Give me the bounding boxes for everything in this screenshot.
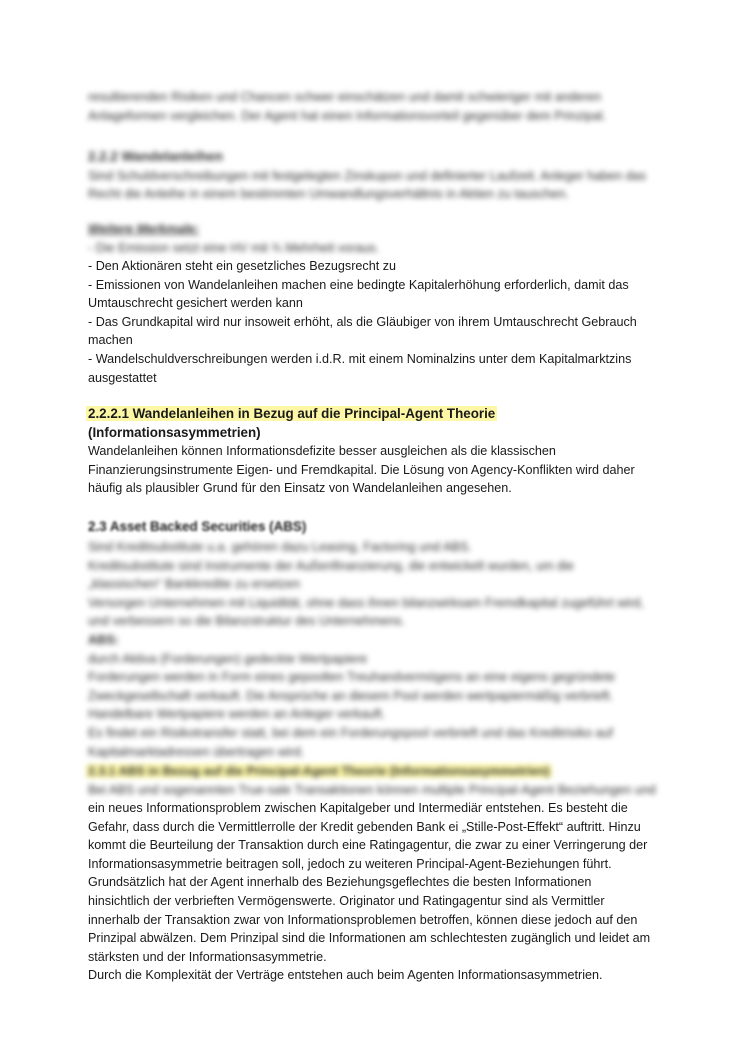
text-line: „klassischen“ Bankkredite zu ersetzen	[88, 577, 301, 592]
abs-pa-body	[88, 799, 668, 985]
text-line: innerhalb der Transaktion zwar von Informationsproblemen betroffen, können diese jedoch auf den	[88, 912, 638, 927]
text-line: Gefahr, dass durch die Vermittlerrolle der Kredit gebenden Bank ei „Stille-Post-Effekt“ auftritt. Hinzu	[88, 819, 641, 834]
text-line: Finanzierungsinstrumente Eigen- und Fremdkapital. Die Lösung von Agency-Konflikten wird daher	[88, 462, 635, 477]
merkmale-label: Weitere Merkmale:	[88, 222, 200, 236]
bullet-line: Umtauschrecht gesichert werden kann	[88, 296, 303, 311]
wandelanleihen-bullets	[88, 257, 668, 387]
abs-heading-block	[88, 518, 668, 537]
text-line: hinsichtlich der verbrieften Vermögenswerte. Originator und Ratingagentur sind als Vermittler	[88, 893, 605, 908]
text-line: häufig als plausibler Grund für den Einsatz von Wandelanleihen angesehen.	[88, 481, 512, 496]
text-line: Anlageformen vergleichen. Der Agent hat einen Informationsvorteil gegenüber dem Prinzipal.	[88, 108, 607, 123]
text-line: durch Aktiva (Forderungen) gedeckte Wertpapiere	[88, 651, 368, 666]
bullet-line: ausgestattet	[88, 370, 157, 385]
abs-blurred-body	[88, 538, 668, 761]
text-line: Wandelanleihen können Informationsdefizite besser ausgleichen als die klassischen	[88, 444, 556, 459]
bullet-line: machen	[88, 333, 133, 348]
text-line: Kapitalmarktadressen übertragen wird.	[88, 744, 305, 759]
text-line: Es findet ein Risikotransfer statt, bei dem ein Forderungspool verbrieft und das Kreditrisiko auf	[88, 725, 614, 740]
text-line: Bei ABS und sogenannten True-sale Transaktionen können multiple Principal-Agent Beziehungen und	[88, 782, 656, 797]
section-heading	[88, 762, 668, 781]
text-line: resultierenden Risiken und Chancen schwer einschätzen und damit schwieriger mit anderen	[88, 90, 602, 104]
text-line: Prinzipal abwälzen. Dem Prinzipal sind die Informationen am schlechtesten zugänglich und leidet am	[88, 931, 651, 946]
wandelanleihen-section	[88, 148, 668, 204]
pa-wandel-section	[88, 405, 668, 498]
text-line: Sind Kreditsubstitute u.a. gehören dazu Leasing, Factoring und ABS.	[88, 540, 472, 554]
text-line: Zweckgesellschaft verkauft. Die Ansprüche an diesem Pool werden wertpapiermäßig verbrieft.	[88, 688, 613, 703]
abs-pa-heading-block	[88, 762, 668, 799]
bullet-line: - Emissionen von Wandelanleihen machen eine bedingte Kapitalerhöhung erforderlich, damit das	[88, 277, 629, 292]
text-line: Recht die Anleihe in einem bestimmten Umwandlungsverhältnis in Aktien zu tauschen.	[88, 187, 569, 202]
section-heading	[88, 405, 668, 424]
blurred-intro-paragraph	[88, 88, 668, 125]
highlighted-heading-text: 2.3.1 ABS in Bezug auf die Principal-Agent Theorie (Informationsasymmetrien)	[88, 764, 550, 778]
highlighted-heading-text: 2.2.2.1 Wandelanleihen in Bezug auf die Principal-Agent Theorie	[88, 406, 496, 421]
bullet-line: - Das Grundkapital wird nur insoweit erhöht, als die Gläubiger von ihrem Umtauschrecht Gebrauch	[88, 314, 637, 329]
section-subheading: (Informationsasymmetrien)	[88, 424, 261, 440]
text-line: stärksten und der Informationsasymmetrie.	[88, 949, 327, 964]
text-line: Forderungen werden in Form eines gepoolten Treuhandvermögens an eine eigens gegründete	[88, 670, 616, 685]
merkmale-label-block	[88, 220, 668, 257]
text-line: ABS:	[88, 632, 119, 647]
text-line: Grundsätzlich hat der Agent innerhalb des Beziehungsgeflechtes die besten Informationen	[88, 875, 592, 890]
text-line: Informationsasymmetrie beitragen soll, jedoch zu weiteren Principal-Agent-Beziehungen führt.	[88, 856, 612, 871]
text-line: kommt die Beurteilung der Transaktion durch eine Ratingagentur, die zwar zu einer Verringerung der	[88, 838, 648, 853]
text-line: und verbessern so die Bilanzstruktur des Unternehmens.	[88, 614, 406, 629]
text-line: Kreditsubstitute sind Instrumente der Außenfinanzierung, die entwickelt wurden, um die	[88, 558, 574, 573]
section-heading: 2.3 Asset Backed Securities (ABS)	[88, 519, 307, 534]
bullet-blurred: - Die Emission setzt eine HV mit ¾ Mehrheit voraus.	[88, 240, 380, 255]
text-line: Handelbare Wertpapiere werden an Anleger verkauft.	[88, 707, 386, 722]
text-line: ein neues Informationsproblem zwischen Kapitalgeber und Intermediär entstehen. Es besteht die	[88, 801, 628, 815]
section-heading: 2.2.2 Wandelanleihen	[88, 149, 223, 164]
bullet-line: - Wandelschuldverschreibungen werden i.d.R. mit einem Nominalzins unter dem Kapitalmarktzins	[88, 351, 632, 366]
text-line: Versorgen Unternehmen mit Liquidität, ohne dass ihnen bilanzwirksam Fremdkapital zugeführt wird,	[88, 595, 644, 610]
text-line: Durch die Komplexität der Verträge entstehen auch beim Agenten Informationsasymmetrien.	[88, 968, 603, 983]
bullet-line: - Den Aktionären steht ein gesetzliches Bezugsrecht zu	[88, 259, 397, 273]
text-line: Sind Schuldverschreibungen mit festgelegten Zinskupon und definierter Laufzeit. Anleger haben das	[88, 168, 646, 183]
